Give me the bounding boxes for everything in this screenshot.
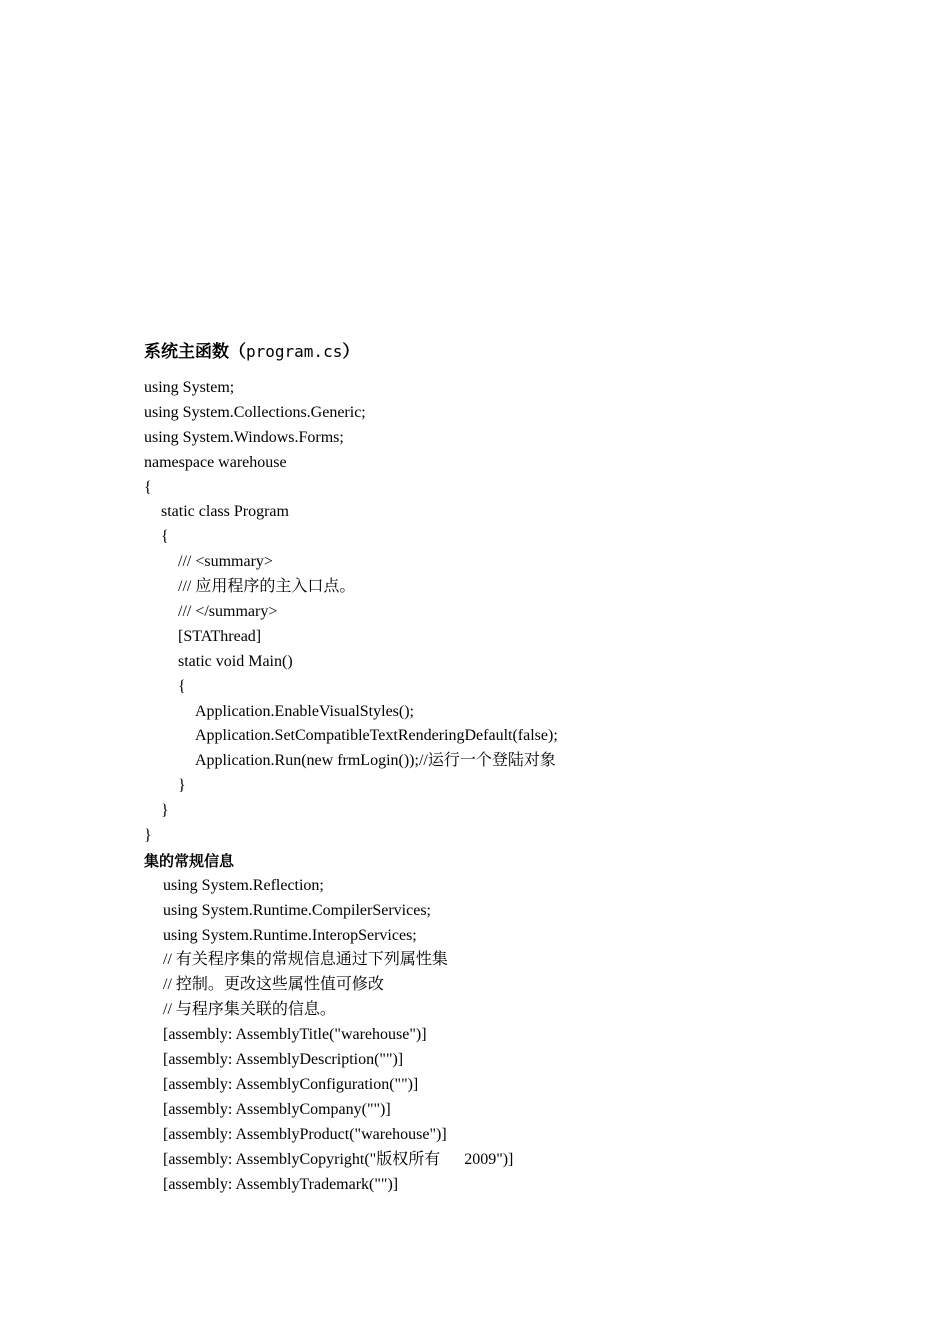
code-line: static class Program — [161, 503, 289, 521]
code-line: [assembly: AssemblyCompany("")] — [163, 1100, 391, 1118]
code-line: [assembly: AssemblyTrademark("")] — [163, 1175, 399, 1193]
code-line: [STAThread] — [178, 627, 262, 645]
code-line: [assembly: AssemblyCopyright("版权所有 2009")] — [163, 1150, 514, 1168]
code-line: { — [178, 677, 186, 695]
code-line: static void Main() — [178, 652, 293, 670]
code-line: using System.Runtime.CompilerServices; — [163, 901, 431, 919]
code-line: Application.SetCompatibleTextRenderingDefault(false); — [195, 727, 558, 745]
code-line: /// </summary> — [178, 603, 278, 621]
code-line: /// <summary> — [178, 553, 273, 571]
code-line: // 控制。更改这些属性值可修改 — [163, 976, 384, 994]
document-body — [144, 340, 844, 1197]
code-line: // 有关程序集的常规信息通过下列属性集 — [163, 951, 448, 969]
code-line: { — [161, 528, 169, 546]
section-heading-assembly: 集的常规信息 — [144, 851, 235, 870]
code-line: [assembly: AssemblyConfiguration("")] — [163, 1075, 419, 1093]
code-line: using System; — [144, 379, 235, 396]
code-line: { — [144, 478, 152, 496]
code-line: } — [161, 802, 169, 820]
heading-title: 系统主函数（ — [144, 342, 246, 362]
code-line: } — [144, 827, 152, 845]
code-line: // 与程序集关联的信息。 — [163, 1001, 336, 1019]
code-line: namespace warehouse — [144, 453, 287, 471]
assembly-code-block — [144, 874, 844, 1198]
code-line: using System.Reflection; — [163, 876, 324, 894]
code-line: Application.EnableVisualStyles(); — [195, 702, 414, 720]
code-line: Application.Run(new frmLogin());//运行一个登陆对象 — [195, 752, 556, 770]
code-line: [assembly: AssemblyTitle("warehouse")] — [163, 1026, 427, 1044]
code-line: /// 应用程序的主入口点。 — [178, 578, 356, 596]
section-heading-program — [144, 340, 844, 376]
heading-close: ） — [342, 342, 360, 362]
heading-filename: program.cs — [246, 342, 343, 361]
code-line: using System.Windows.Forms; — [144, 428, 344, 446]
code-line: [assembly: AssemblyProduct("warehouse")] — [163, 1125, 447, 1143]
code-line: } — [178, 777, 186, 795]
code-line: using System.Collections.Generic; — [144, 403, 366, 421]
code-line: [assembly: AssemblyDescription("")] — [163, 1051, 404, 1069]
code-line: using System.Runtime.InteropServices; — [163, 926, 417, 944]
program-code-block — [144, 376, 844, 849]
